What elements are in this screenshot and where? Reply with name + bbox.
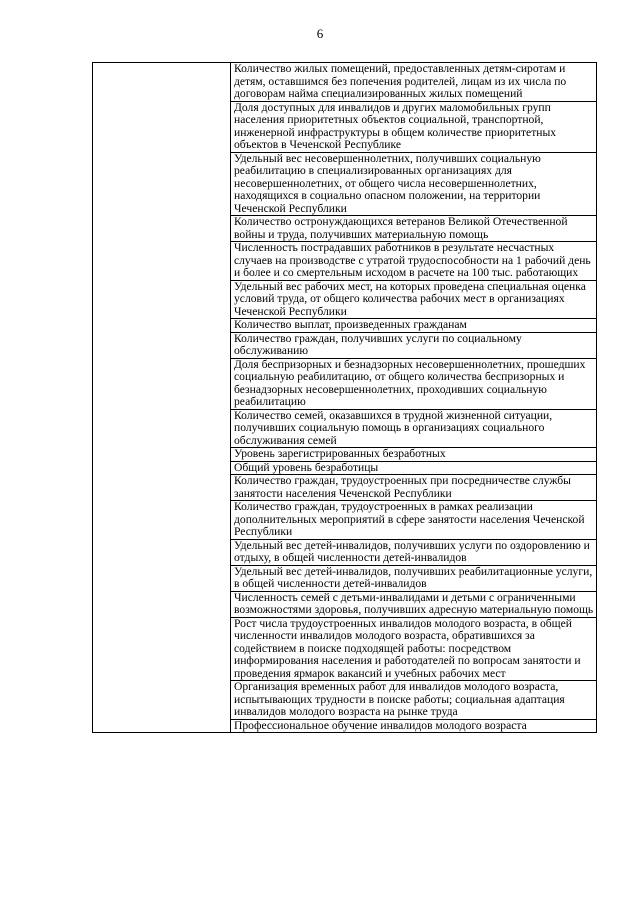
indicator-cell: Количество выплат, произведенных гражданам <box>231 319 597 333</box>
indicator-cell: Количество семей, оказавшихся в трудной жизненной ситуации, получивших социальную помощь в организациях социального обслуживания семей <box>231 409 597 448</box>
indicators-table <box>92 62 597 733</box>
table-row <box>93 63 597 102</box>
indicator-cell: Удельный вес детей-инвалидов, получивших реабилитационные услуги, в общей численности детей-инвалидов <box>231 565 597 591</box>
indicator-cell: Численность пострадавших работников в результате несчастных случаев на производстве с утратой трудоспособности на 1 рабочий день и более и со смертельным исходом в расчете на 100 тыс. работающих <box>231 242 597 281</box>
page-number: 6 <box>316 26 324 41</box>
indicator-cell: Рост числа трудоустроенных инвалидов молодого возраста, в общей численности инвалидов молодого возраста, обратившихся за содействием в поиске подходящей работы: посредством информирования населения и работодателей по вопросам занятости и проведения ярмарок вакансий и учебных рабочих мест <box>231 617 597 681</box>
indicator-cell: Доля доступных для инвалидов и других маломобильных групп населения приоритетных объектов социальной, транспортной, инженерной инфраструктуры в общем количестве приоритетных объектов в Чеченской Республике <box>231 101 597 152</box>
indicator-cell: Удельный вес детей-инвалидов, получивших услуги по оздоровлению и отдыху, в общей численности детей-инвалидов <box>231 539 597 565</box>
indicator-cell: Численность семей с детьми-инвалидами и детьми с ограниченными возможностями здоровья, получивших адресную материальную помощь <box>231 591 597 617</box>
indicator-cell: Организация временных работ для инвалидов молодого возраста, испытывающих трудности в поиске работы; социальная адаптация инвалидов молодого возраста на рынке труда <box>231 681 597 720</box>
indicator-cell: Удельный вес рабочих мест, на которых проведена специальная оценка условий труда, от общего количества рабочих мест в организациях Чеченской Республики <box>231 280 597 319</box>
empty-left-cell <box>93 63 231 733</box>
indicator-cell: Уровень зарегистрированных безработных <box>231 448 597 462</box>
indicator-cell: Общий уровень безработицы <box>231 461 597 475</box>
indicator-cell: Количество остронуждающихся ветеранов Великой Отечественной войны и труда, получивших материальную помощь <box>231 216 597 242</box>
indicator-cell: Количество граждан, трудоустроенных при посредничестве службы занятости населения Чеченской Республики <box>231 475 597 501</box>
indicator-cell: Доля беспризорных и безнадзорных несовершеннолетних, прошедших социальную реабилитацию, от общего количества беспризорных и безнадзорных несовершеннолетних, проходивших социальную реабилитацию <box>231 358 597 409</box>
indicator-cell: Количество граждан, получивших услуги по социальному обслуживанию <box>231 332 597 358</box>
indicator-cell: Удельный вес несовершеннолетних, получивших социальную реабилитацию в специализированных организациях для несовершеннолетних, от общего числа несовершеннолетних, находящихся в социально опасном положении, на территории Чеченской Республики <box>231 152 597 216</box>
indicator-cell: Профессиональное обучение инвалидов молодого возраста <box>231 719 597 733</box>
indicator-cell: Количество граждан, трудоустроенных в рамках реализации дополнительных мероприятий в сфере занятости населения Чеченской Республики <box>231 501 597 540</box>
indicator-cell: Количество жилых помещений, предоставленных детям-сиротам и детям, оставшимся без попечения родителей, лицам из их числа по договорам найма специализированных жилых помещений <box>231 63 597 102</box>
